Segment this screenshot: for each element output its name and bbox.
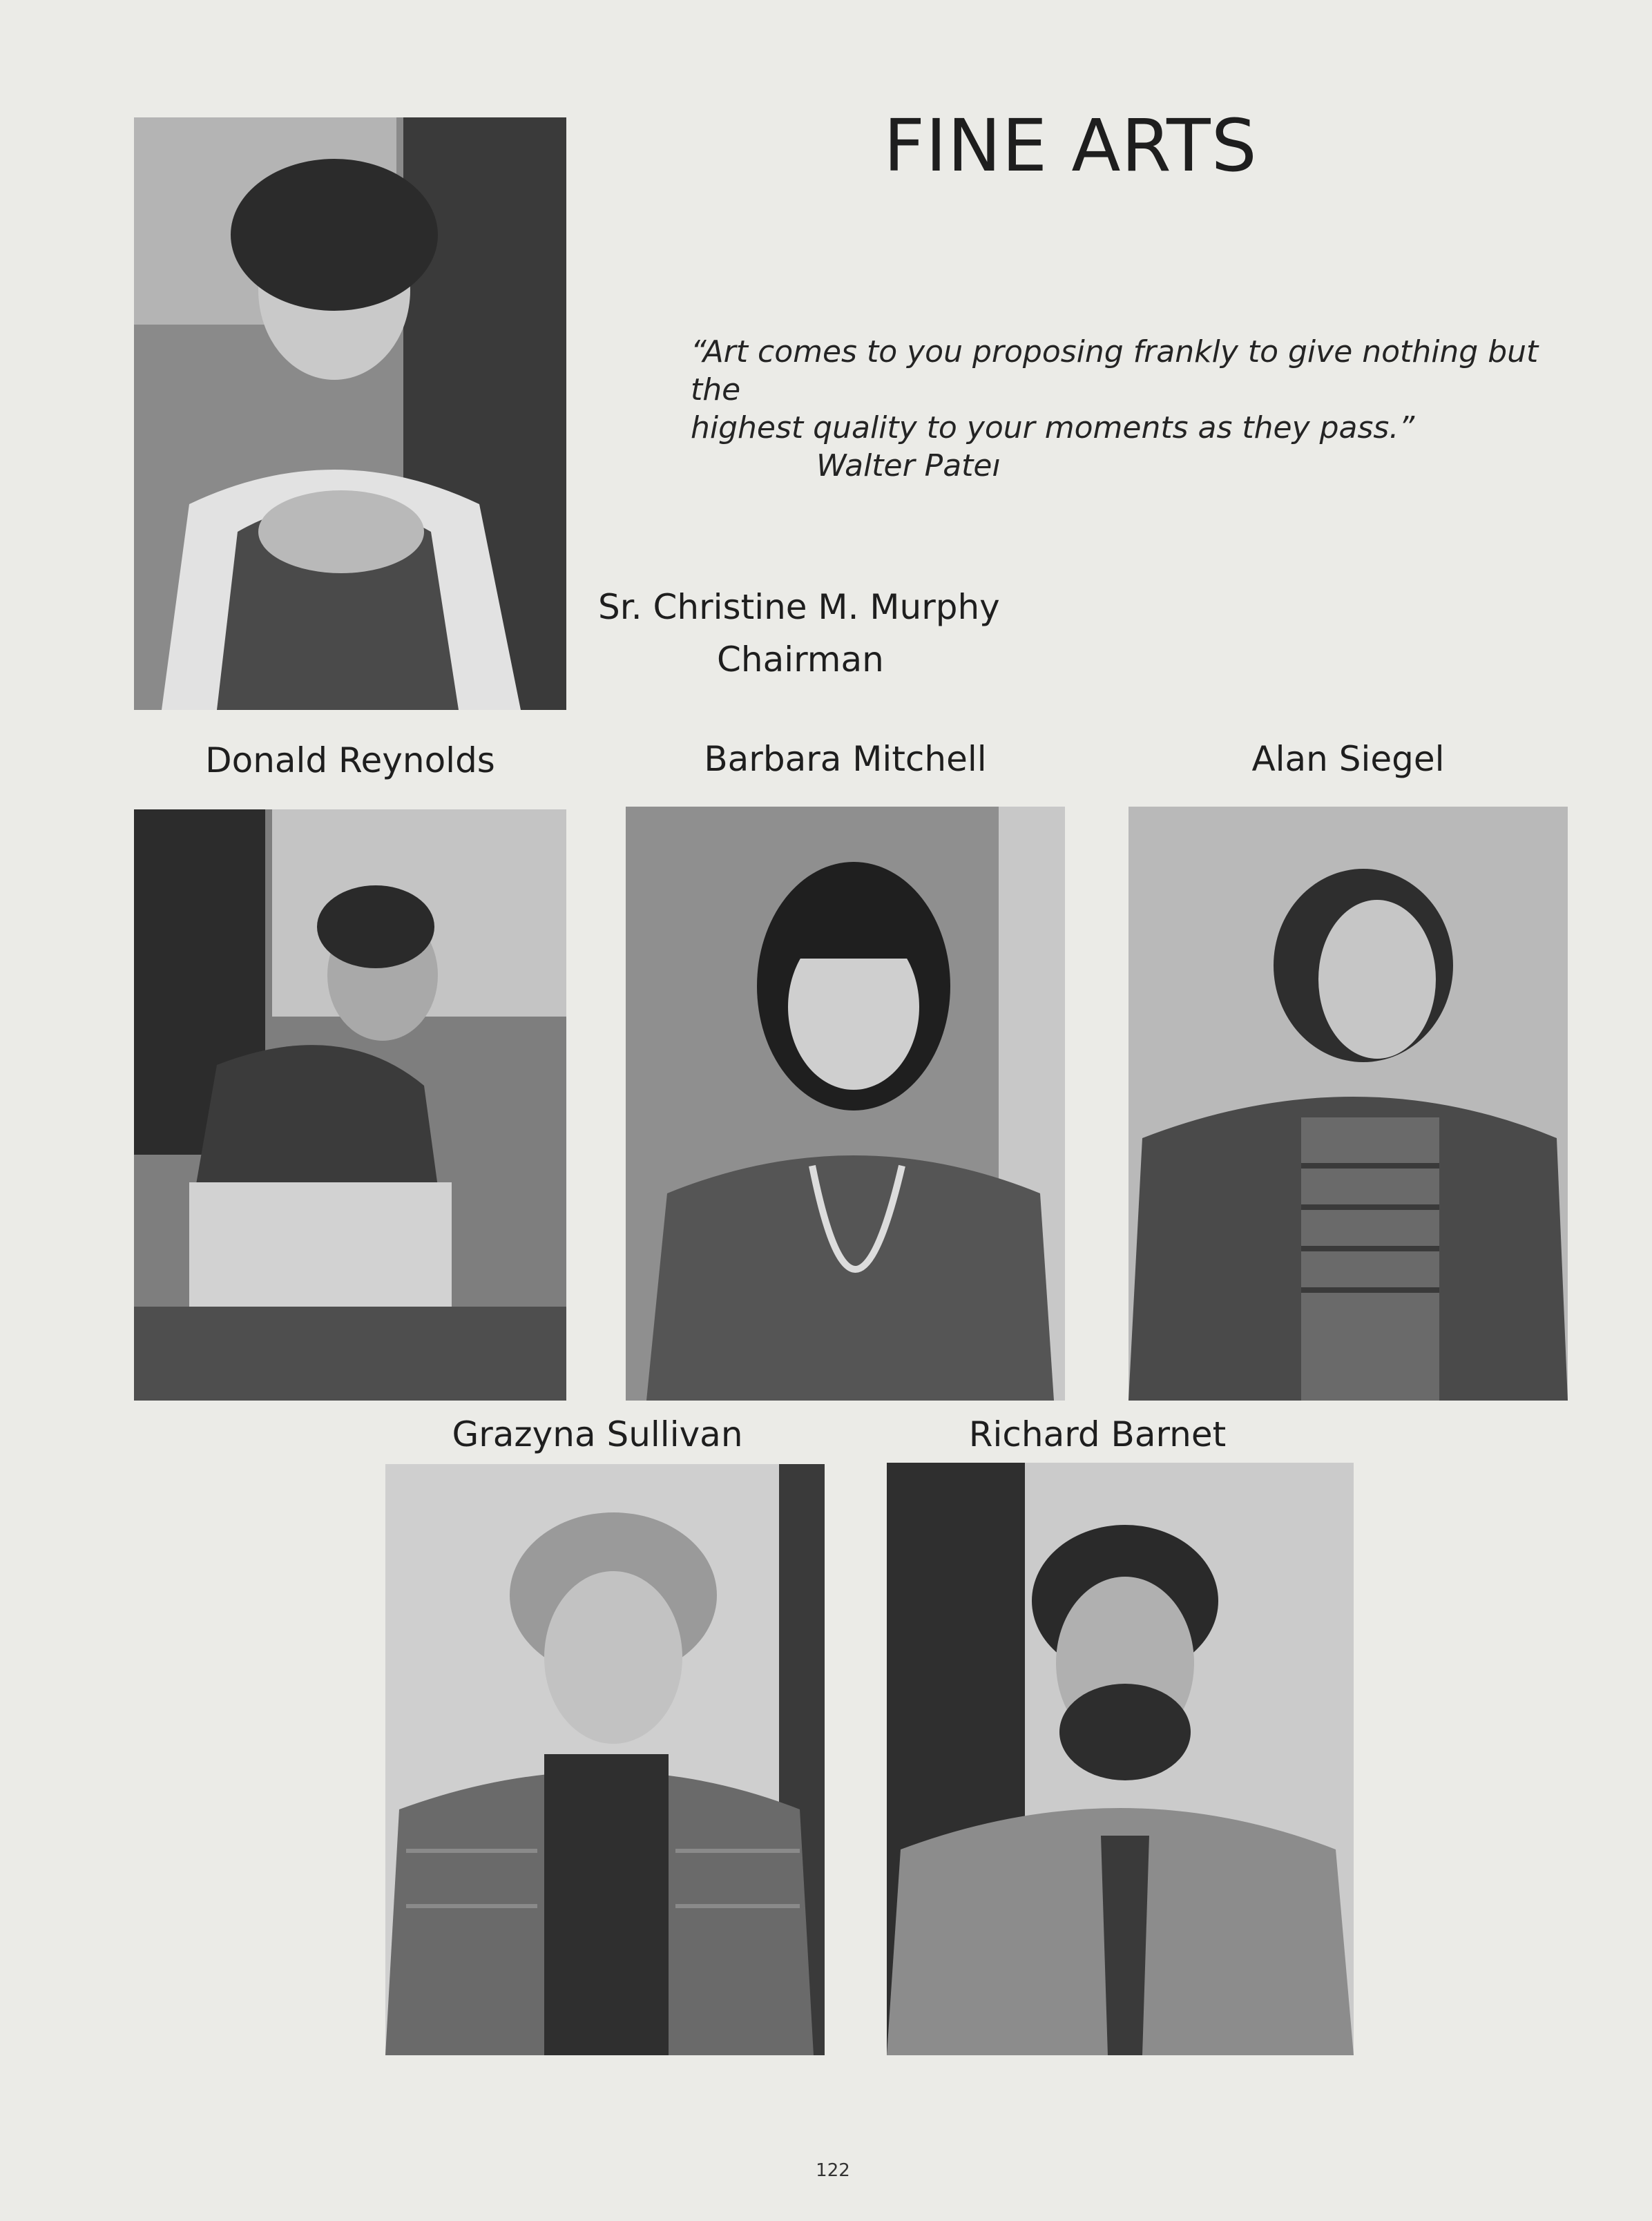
portrait-figure (626, 807, 1065, 1401)
photo-richard-barnet (887, 1463, 1354, 2055)
photo-alan-siegel (1128, 807, 1568, 1401)
page-title: FINE ARTS (883, 104, 1258, 188)
portrait-figure (1128, 807, 1568, 1401)
caption-barbara-mitchell: Barbara Mitchell (704, 739, 987, 779)
caption-alan-siegel: Alan Siegel (1251, 739, 1445, 779)
portrait-figure (134, 117, 566, 710)
photo-grazyna-sullivan (385, 1464, 825, 2055)
photo-donald-reynolds (134, 809, 566, 1401)
quote-block (691, 333, 1588, 485)
chairman-name: Sr. Christine M. Murphy (598, 587, 1000, 627)
photo-barbara-mitchell (626, 807, 1065, 1401)
caption-grazyna-sullivan: Grazyna Sullivan (452, 1414, 743, 1454)
desk-scene (134, 809, 566, 1401)
page-number: 122 (816, 2160, 850, 2181)
photo-christine-murphy (134, 117, 566, 710)
caption-richard-barnet: Richard Barnet (968, 1414, 1227, 1454)
quote-line-2: highest quality to your moments as they pass.” (691, 410, 1415, 445)
quote-line-1: “Art comes to you proposing frankly to give nothing but the (691, 334, 1539, 407)
portrait-figure (887, 1463, 1354, 2055)
caption-donald-reynolds: Donald Reynolds (205, 740, 495, 780)
portrait-figure (385, 1464, 825, 2055)
quote-author: Walter Pateı (816, 448, 1001, 483)
chairman-role: Chairman (717, 640, 884, 680)
